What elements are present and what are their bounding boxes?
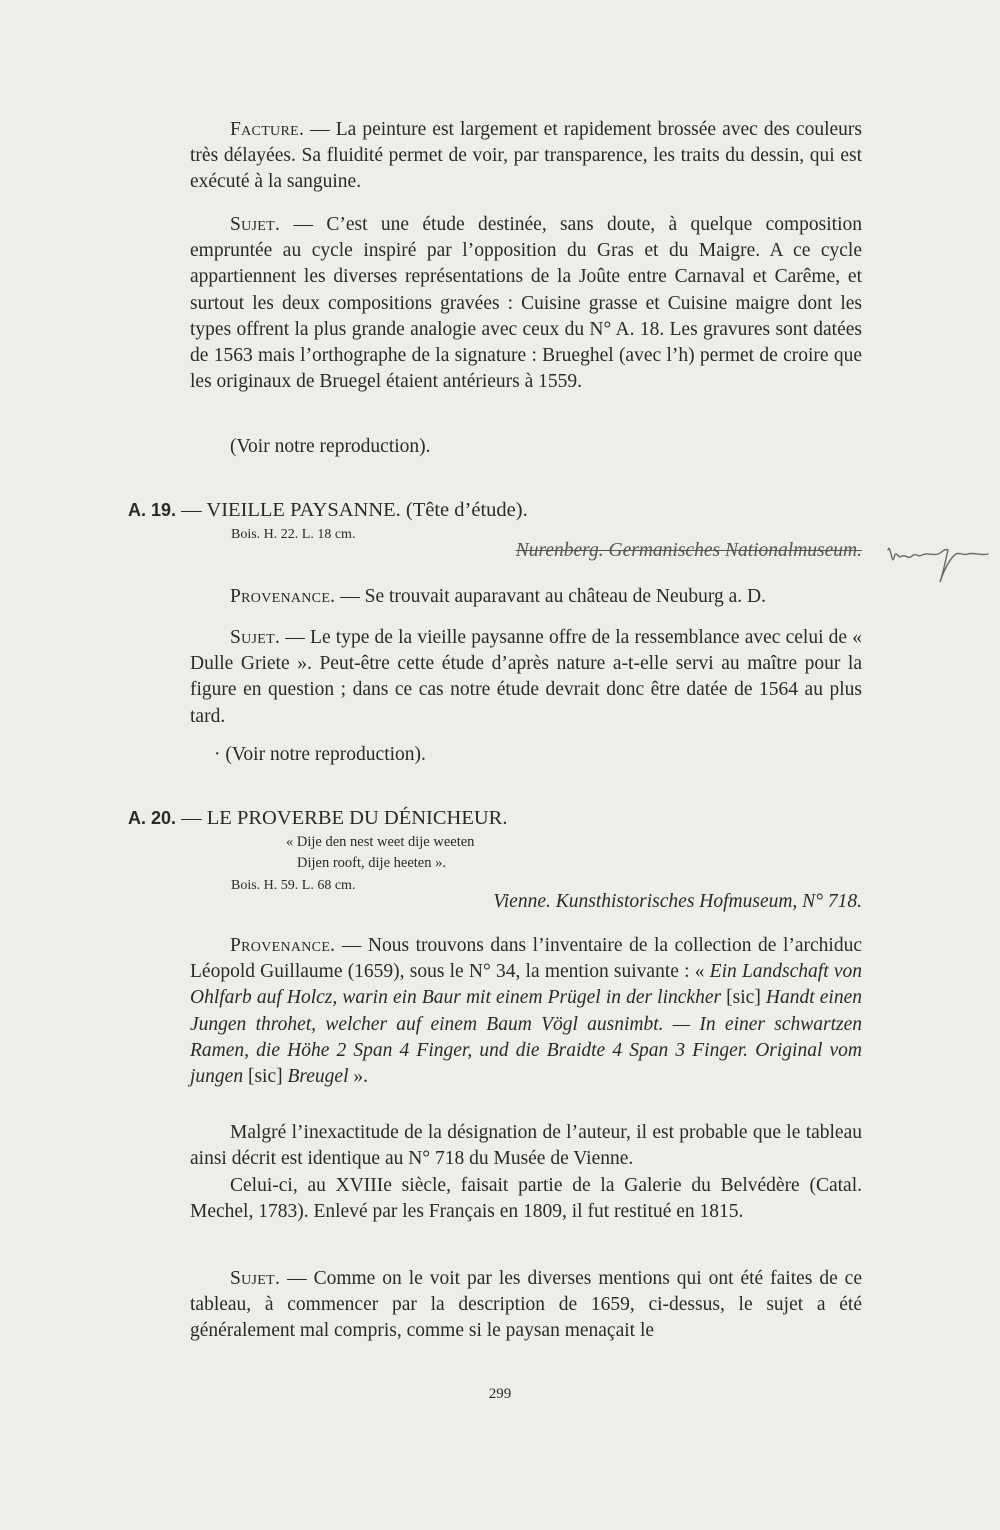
entry-19-location: Nurenberg. Germanisches Nationalmuseum. bbox=[515, 540, 862, 561]
entry-20-number: A. 20. bbox=[128, 808, 177, 828]
handwritten-margin-note bbox=[884, 536, 994, 586]
entry-19-number: A. 19. bbox=[128, 500, 177, 520]
entry-19-dimensions: Bois. H. 22. L. 18 cm. bbox=[231, 527, 356, 542]
entry-20-subject-label: Sujet. bbox=[230, 1268, 281, 1289]
entry-20-inventory-quote-1: Ein Landschaft von Ohlfarb auf Holcz, warin ein Baur mit einem Prügel in der linckher bbox=[190, 961, 862, 1009]
reproduction-reference: (Voir notre reproduction). bbox=[230, 436, 431, 457]
facture-label: Facture. bbox=[230, 119, 305, 140]
entry-19-heading bbox=[128, 497, 528, 523]
entry-20-location: Vienne. Kunsthistorisches Hofmuseum, N° 718. bbox=[493, 891, 862, 912]
sujet-paragraph bbox=[190, 212, 862, 395]
entry-20-heading bbox=[128, 805, 507, 831]
entry-20-provenance bbox=[190, 933, 862, 1090]
entry-19-provenance bbox=[190, 584, 862, 610]
entry-20-inventory-quote-2: Handt einen Jungen throhet, welcher auf einem Baum Vögl ausnimbt. — In einer schwartzen Ramen, die Höhe 2 Span 4 Finger, und die Braidte 4 Span 3 Finger. Original vom jungen bbox=[190, 987, 862, 1088]
entry-20-sic-2: [sic] bbox=[243, 1066, 288, 1088]
entry-19-subject bbox=[190, 625, 862, 730]
entry-20-paragraph-2 bbox=[190, 1120, 862, 1172]
entry-19-subject-label: Sujet. bbox=[230, 627, 281, 648]
entry-20-paragraph-3 bbox=[190, 1173, 862, 1225]
entry-20-attribution-text: Malgré l’inexactitude de la désignation de l’auteur, il est probable que le tableau ainsi décrit est identique au N° 718 du Musée de Vienne. bbox=[190, 1122, 862, 1170]
sujet-text: — C’est une étude destinée, sans doute, à quelque composition empruntée au cycle inspiré par l’opposition du Gras et du Maigre. A ce cycle appartiennent les diverses représentations de la Joûte entre Carnaval et Carême, et surtout les deux compositions gravées : Cuisine grasse et Cuisine maigre dont les types offrent la plus grande analogie avec ceux du N° A. 18. Les gravures sont datées de 1563 mais l’orthographe de la signature : Brueghel (avec l’h) permet de croire que les originaux de Bruegel étaient antérieurs à 1559. bbox=[190, 214, 862, 393]
entry-19-subject-text: — Le type de la vieille paysanne offre de la ressemblance avec celui de « Dulle Griete ». Peut-être cette étude d’après nature a-t-elle servi au maître pour la figure en question ; dans ce cas notre étude devrait donc être datée de 1564 au plus tard. bbox=[190, 627, 862, 727]
entry-20-history-text: Celui-ci, au XVIIIe siècle, faisait partie de la Galerie du Belvédère (Catal. Mechel, 1783). Enlevé par les Français en 1809, il fut restitué en 1815. bbox=[190, 1175, 862, 1223]
entry-20-quote-line-2: Dijen rooft, dije heeten ». bbox=[297, 855, 446, 871]
entry-20-title: — LE PROVERBE DU DÉNICHEUR. bbox=[176, 807, 508, 829]
entry-20-sic-1: [sic] bbox=[721, 987, 766, 1009]
facture-paragraph bbox=[190, 117, 862, 196]
entry-19-provenance-text: — Se trouvait auparavant au château de Neuburg a. D. bbox=[335, 586, 767, 607]
entry-19-provenance-label: Provenance. bbox=[230, 586, 336, 607]
entry-20-quote-line-1: « Dije den nest weet dije weeten bbox=[286, 834, 475, 850]
entry-20-dimensions: Bois. H. 59. L. 68 cm. bbox=[231, 878, 356, 893]
entry-20-inventory-quote-3: Breugel bbox=[287, 1066, 349, 1088]
entry-20-provenance-label: Provenance. bbox=[230, 935, 336, 956]
entry-19-title: — VIEILLE PAYSANNE. (Tête d’étude). bbox=[176, 499, 528, 521]
entry-20-provenance-text: — Nous trouvons dans l’inventaire de la collection de l’archiduc Léopold Guillaume (1659), sous le N° 34, la mention suivante : « bbox=[190, 935, 862, 983]
facture-text: — La peinture est largement et rapidement brossée avec des couleurs très délayées. Sa fluidité permet de voir, par transparence, les traits du dessin, qui est exécuté à la sanguine. bbox=[190, 119, 862, 193]
entry-20-quote-end: ». bbox=[348, 1066, 368, 1088]
page-number: 299 bbox=[488, 1386, 512, 1402]
entry-20-subject bbox=[190, 1266, 862, 1345]
sujet-label: Sujet. bbox=[230, 214, 281, 235]
entry-20-subject-text: — Comme on le voit par les diverses mentions qui ont été faites de ce tableau, à commencer par la description de 1659, ci-dessus, le sujet a été généralement mal compris, comme si le paysan menaçait le bbox=[190, 1268, 862, 1342]
entry-19-reference: · (Voir notre reproduction). bbox=[214, 744, 426, 765]
